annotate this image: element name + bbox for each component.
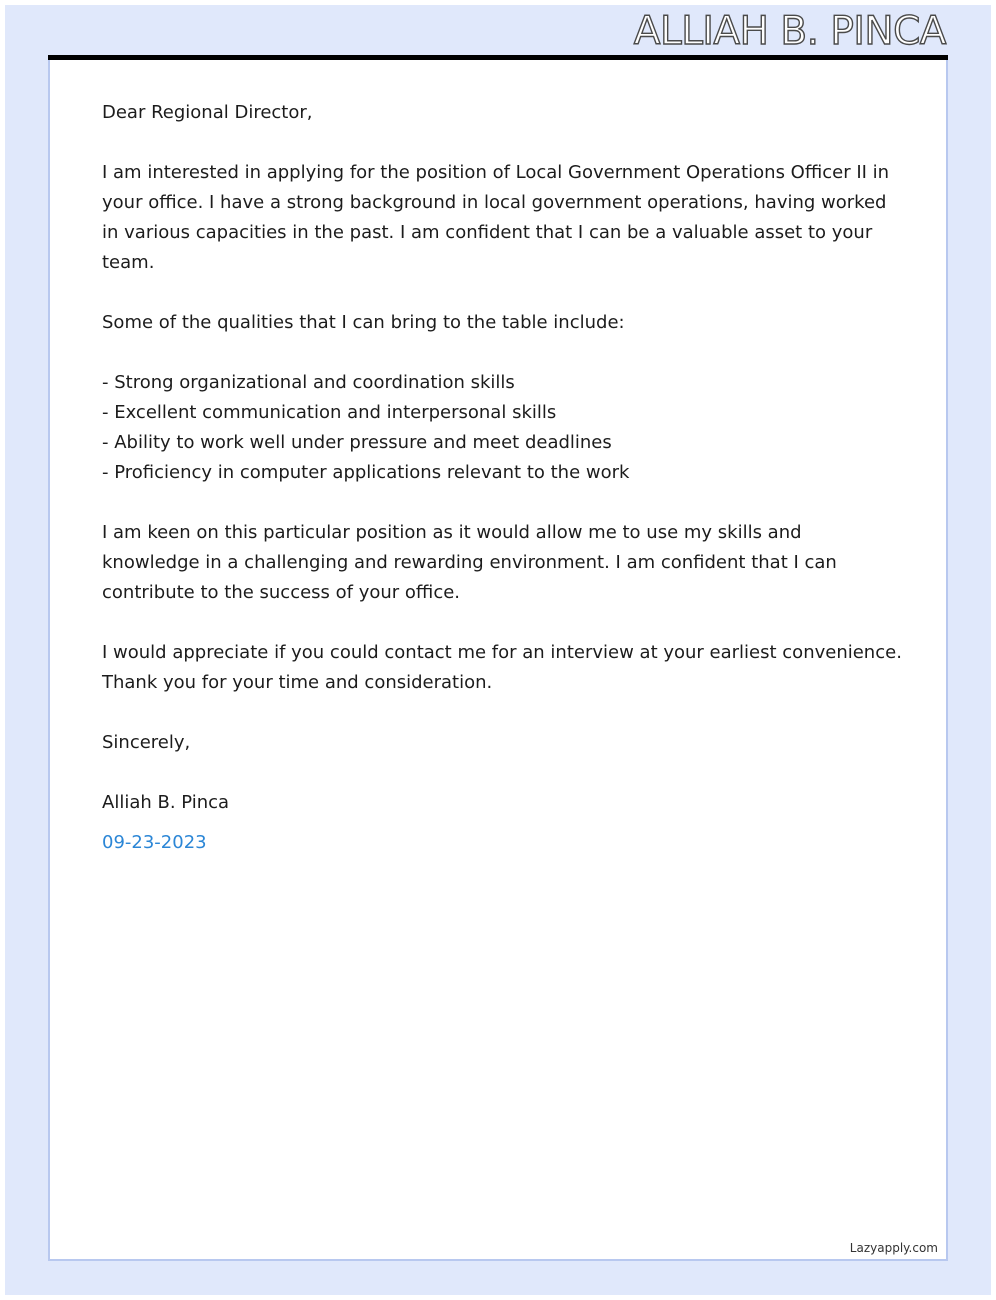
applicant-name-header: ALLIAH B. PINCA <box>633 9 946 54</box>
salutation: Dear Regional Director, <box>102 102 313 123</box>
qualities-intro: Some of the qualities that I can bring to the table include: <box>102 312 625 333</box>
watermark-text: Lazyapply.com <box>849 1241 938 1255</box>
list-item: - Excellent communication and interpersonal skills <box>102 402 557 423</box>
intro-paragraph: I am interested in applying for the position of Local Government Operations Officer II in your office. I have a strong background in local government operations, having worked in various capacities in the past. I am confident that I can be a valuable asset to your team. <box>102 162 890 273</box>
request-paragraph: I would appreciate if you could contact me for an interview at your earliest convenience. Thank you for your time and consideration. <box>102 642 902 693</box>
list-item: - Ability to work well under pressure and meet deadlines <box>102 432 612 453</box>
motivation-paragraph: I am keen on this particular position as it would allow me to use my skills and knowledge in a challenging and rewarding environment. I am confident that I can contribute to the success of your office. <box>102 522 837 603</box>
letter-date: 09-23-2023 <box>102 832 207 853</box>
qualities-list <box>102 368 902 488</box>
letter-page <box>48 60 948 1261</box>
signature-name: Alliah B. Pinca <box>102 792 230 813</box>
list-item: - Strong organizational and coordination skills <box>102 372 515 393</box>
closing: Sincerely, <box>102 732 191 753</box>
cover-letter-body <box>102 98 902 858</box>
list-item: - Proficiency in computer applications relevant to the work <box>102 462 630 483</box>
